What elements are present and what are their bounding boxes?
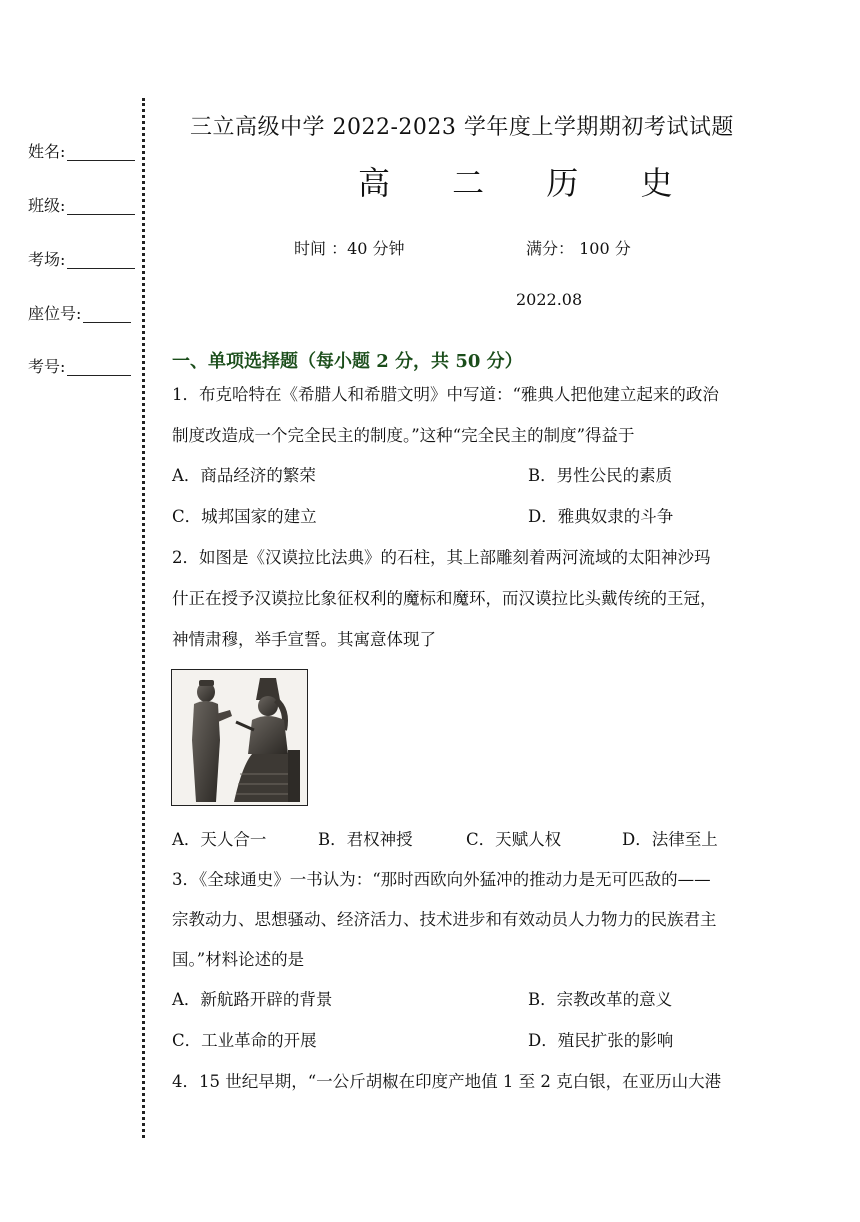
exam-title: 三立高级中学 2022-2023 学年度上学期期初考试试题: [190, 115, 734, 140]
subject-title: 高 二 历 史: [358, 164, 699, 202]
q3-line-2: 宗教动力、思想骚动、经济活力、技术进步和有效动员人力物力的民族君主: [172, 910, 717, 929]
seat-field[interactable]: [28, 305, 131, 323]
class-field[interactable]: [28, 197, 135, 215]
exam-number-label: 考号:: [28, 357, 66, 376]
q2-option-d[interactable]: D．法律至上: [622, 830, 718, 849]
class-label: 班级:: [28, 196, 66, 215]
exam-room-blank[interactable]: [67, 252, 135, 269]
exam-room-label: 考场:: [28, 250, 66, 269]
q1-option-a[interactable]: A．商品经济的繁荣: [172, 466, 316, 485]
name-label: 姓名:: [28, 142, 66, 161]
q1-line-1: 1．布克哈特在《希腊人和希腊文明》中写道：“雅典人把他建立起来的政治: [172, 385, 719, 404]
q2-option-c[interactable]: C．天赋人权: [466, 830, 562, 849]
q3-line-1: 3．《全球通史》一书认为：“那时西欧向外猛冲的推动力是无可匹敌的——: [172, 870, 711, 889]
full-score: 满分： 100 分: [526, 239, 631, 258]
q2-line-2: 什正在授予汉谟拉比象征权利的魔标和魔环，而汉谟拉比头戴传统的王冠，: [172, 589, 717, 608]
stele-relief-illustration: [172, 670, 307, 805]
q3-option-d[interactable]: D．殖民扩张的影响: [528, 1031, 674, 1050]
q4-line-1: 4．15 世纪早期，“一公斤胡椒在印度产地值 1 至 2 克白银，在亚历山大港: [172, 1072, 722, 1091]
q3-line-3: 国。”材料论述的是: [172, 950, 305, 969]
q3-option-c[interactable]: C．工业革命的开展: [172, 1031, 317, 1050]
q2-option-b[interactable]: B．君权神授: [318, 830, 413, 849]
q2-line-3: 神情肃穆，举手宣誓。其寓意体现了: [172, 630, 436, 649]
binding-dashed-line: [142, 98, 145, 1138]
q1-line-2: 制度改造成一个完全民主的制度。”这种“完全民主的制度”得益于: [172, 426, 635, 445]
seat-label: 座位号:: [28, 304, 82, 323]
name-blank[interactable]: [67, 144, 135, 161]
q3-option-a[interactable]: A．新航路开辟的背景: [172, 990, 333, 1009]
q1-option-c[interactable]: C．城邦国家的建立: [172, 507, 317, 526]
exam-date: 2022.08: [516, 290, 583, 309]
exam-time: 时间 ：40 分钟: [294, 239, 405, 258]
q2-line-1: 2．如图是《汉谟拉比法典》的石柱，其上部雕刻着两河流域的太阳神沙玛: [172, 548, 711, 567]
exam-number-field[interactable]: [28, 358, 131, 376]
q3-option-b[interactable]: B．宗教改革的意义: [528, 990, 673, 1009]
q1-option-d[interactable]: D．雅典奴隶的斗争: [528, 507, 674, 526]
hammurabi-stele-image: [171, 669, 308, 806]
q1-option-b[interactable]: B．男性公民的素质: [528, 466, 673, 485]
exam-number-blank[interactable]: [67, 359, 131, 376]
exam-room-field[interactable]: [28, 251, 135, 269]
section-heading: 一、单项选择题（每小题 2 分，共 50 分）: [172, 351, 523, 372]
q2-option-a[interactable]: A．天人合一: [172, 830, 267, 849]
class-blank[interactable]: [67, 198, 135, 215]
name-field[interactable]: [28, 143, 135, 161]
seat-blank[interactable]: [83, 306, 131, 323]
